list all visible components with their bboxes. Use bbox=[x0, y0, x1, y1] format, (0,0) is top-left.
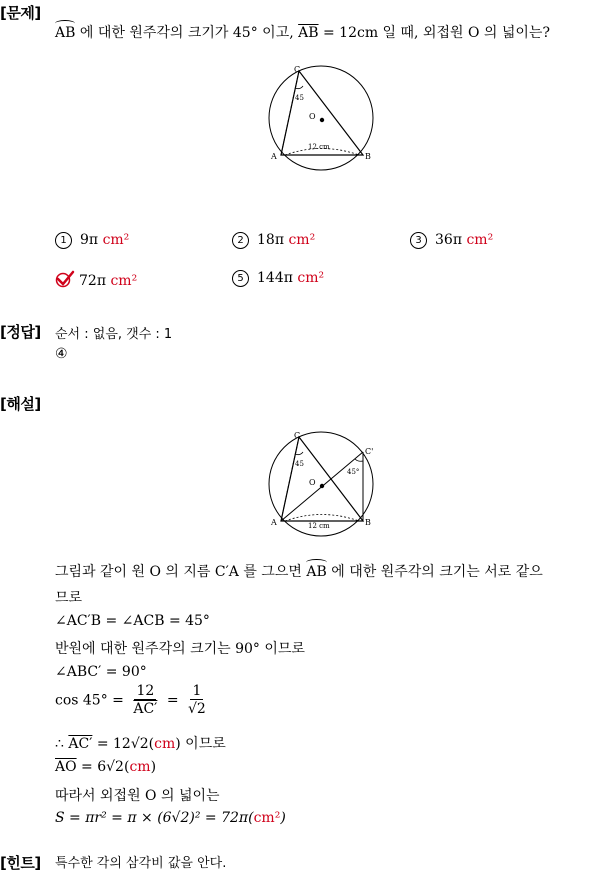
label-c: C bbox=[294, 431, 301, 440]
fraction-1: $\frac{12}{AC'}$ bbox=[133, 683, 158, 717]
hint-label: [힌트] bbox=[0, 854, 41, 872]
option-4-unit: cm² bbox=[110, 273, 138, 289]
answer-line2: ④ bbox=[55, 346, 68, 362]
equals-sign: = bbox=[166, 692, 179, 709]
option-2-text: 18π bbox=[257, 232, 285, 248]
label-length: 12 cm bbox=[308, 143, 330, 151]
line7-value: = 12√2( bbox=[96, 736, 155, 752]
label-b: B bbox=[365, 518, 371, 527]
option-1-unit: cm² bbox=[102, 232, 130, 248]
explanation-line-8 bbox=[55, 759, 156, 775]
label-c-prime: C' bbox=[365, 447, 374, 456]
label-c: C bbox=[294, 65, 301, 74]
hint-text: 특수한 각의 삼각비 값을 안다. bbox=[55, 856, 227, 871]
option-3-unit: cm² bbox=[466, 232, 494, 248]
label-b: B bbox=[365, 152, 371, 161]
line8-value: = 6√2( bbox=[81, 759, 130, 775]
explanation-line-5: ∠ABC′ = 90° bbox=[55, 664, 147, 680]
explanation-line-6 bbox=[55, 683, 211, 718]
explanation-line-3: ∠AC′B = ∠ACB = 45° bbox=[55, 613, 210, 629]
option-2[interactable] bbox=[232, 232, 315, 249]
answer-line1: 순서 : 없음, 갯수 : 1 bbox=[55, 327, 173, 342]
cos-label: cos 45° = bbox=[55, 692, 124, 709]
option-3-number: 3 bbox=[410, 232, 427, 249]
label-angle: 45 bbox=[295, 94, 304, 102]
area-unit: cm² bbox=[253, 810, 281, 826]
explanation-line-9: 따라서 외접원 O 의 넓이는 bbox=[55, 788, 220, 804]
fraction-2: $\frac{1}{√2}$ bbox=[188, 683, 206, 717]
line7-unit: cm bbox=[154, 736, 176, 752]
answer-label: [정답] bbox=[0, 323, 41, 341]
line1-part-b: 에 대한 원주각의 크기는 서로 같으 bbox=[331, 564, 543, 580]
option-3-text: 36π bbox=[435, 232, 463, 248]
explanation-line-2: 므로 bbox=[55, 590, 83, 606]
option-1[interactable] bbox=[55, 232, 129, 249]
option-4[interactable] bbox=[55, 270, 137, 289]
option-5-text: 144π bbox=[257, 270, 293, 286]
line8-unit: cm bbox=[129, 759, 151, 775]
explanation-line-4: 반원에 대한 원주각의 크기는 90° 이므로 bbox=[55, 641, 305, 657]
label-angle-2: 45° bbox=[347, 468, 360, 476]
explanation-line-1 bbox=[55, 561, 543, 581]
area-formula: S = πr² = π × (6√2)² = 72π( bbox=[55, 810, 254, 826]
option-5-unit: cm² bbox=[297, 270, 325, 286]
label-length: 12 cm bbox=[308, 522, 330, 530]
option-3[interactable] bbox=[410, 232, 493, 249]
label-o: O bbox=[309, 112, 316, 121]
option-5-number: 5 bbox=[232, 270, 249, 287]
option-2-number: 2 bbox=[232, 232, 249, 249]
line1-part-a: 그림과 같이 원 O 의 지름 C′A 를 그으면 bbox=[55, 564, 302, 580]
label-a: A bbox=[271, 152, 277, 161]
segment-ao: $\overline{AO}$ bbox=[55, 759, 77, 775]
label-a: A bbox=[271, 518, 277, 527]
explanation-line-7 bbox=[55, 733, 226, 753]
line7-tail: ) 이므로 bbox=[175, 736, 226, 752]
option-1-number: 1 bbox=[55, 232, 72, 249]
arc-ab: AB bbox=[55, 25, 76, 41]
line8-tail: ) bbox=[150, 759, 157, 775]
segment-ac-prime: AC′ bbox=[68, 736, 93, 752]
label-o: O bbox=[309, 478, 316, 487]
segment-ab: $\overline{AB}$ bbox=[298, 25, 319, 41]
option-2-unit: cm² bbox=[288, 232, 316, 248]
question-mid: = 12cm 일 때, 외접원 O 의 넓이는? bbox=[322, 25, 550, 41]
problem-figure bbox=[265, 62, 380, 177]
explanation-label: [해설] bbox=[0, 395, 41, 413]
option-5[interactable] bbox=[232, 270, 324, 287]
explanation-line-10 bbox=[55, 810, 286, 826]
checkmark-icon bbox=[55, 270, 75, 288]
question-prefix: 에 대한 원주각의 크기가 45° 이고, bbox=[79, 25, 294, 41]
question-text bbox=[55, 22, 550, 42]
problem-label: [문제] bbox=[0, 4, 41, 22]
option-4-text: 72π bbox=[79, 273, 107, 289]
therefore-sign: ∴ bbox=[55, 736, 64, 752]
label-angle-1: 45 bbox=[295, 460, 304, 468]
arc-ab-2: AB bbox=[306, 564, 327, 580]
option-1-text: 9π bbox=[80, 232, 99, 248]
area-tail: ) bbox=[280, 810, 286, 826]
explanation-figure bbox=[265, 428, 380, 543]
